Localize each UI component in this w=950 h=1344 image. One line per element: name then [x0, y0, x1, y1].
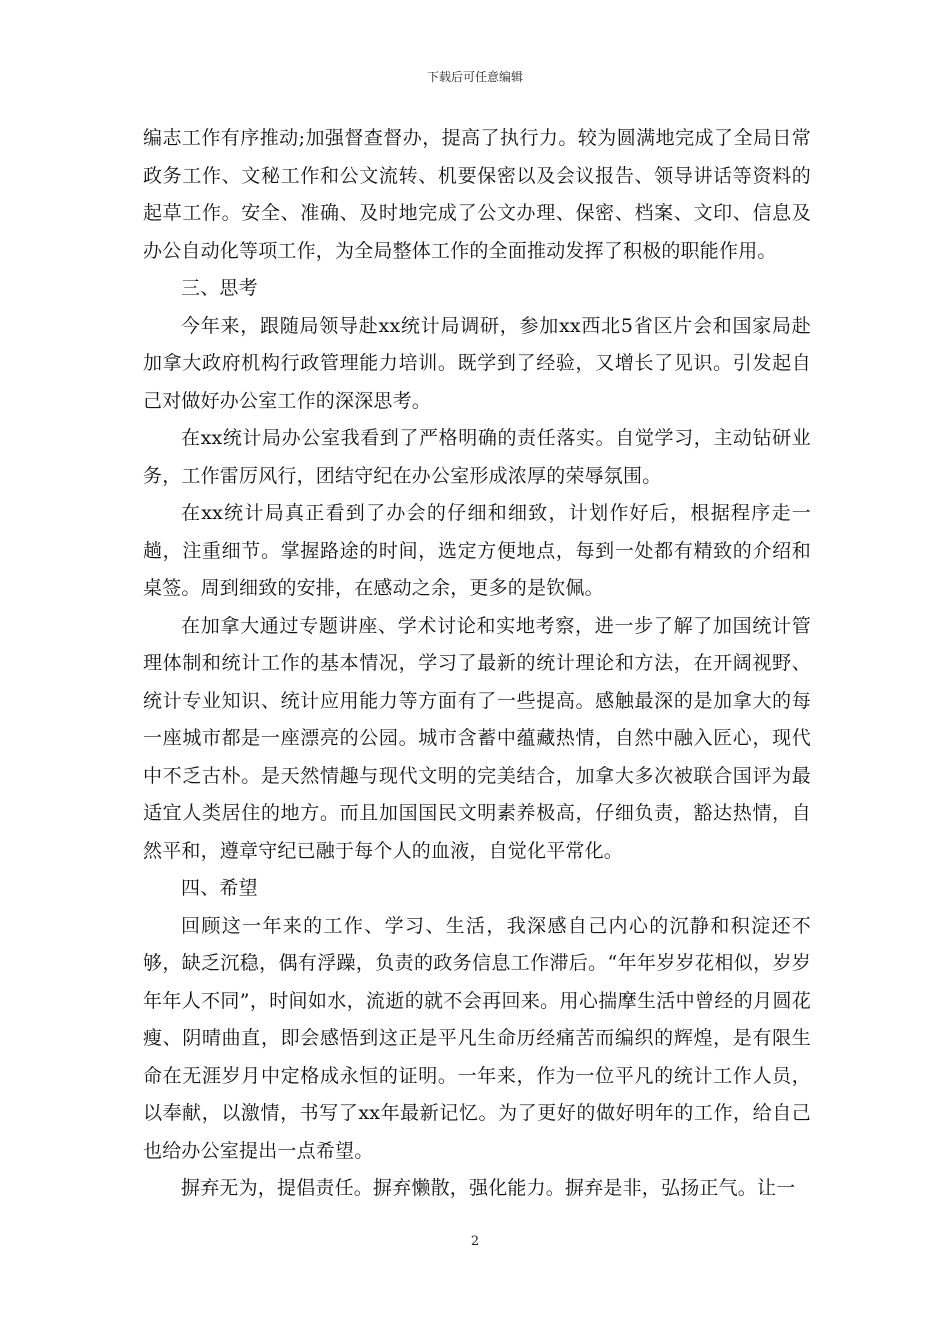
page-number: 2	[470, 1234, 480, 1249]
paragraph: 在xx统计局真正看到了办会的仔细和细致，计划作好后，根据程序走一趟，注重细节。掌握路途的时间，选定方便地点，每到一处都有精致的介绍和桌签。周到细致的安排，在感动之余，更多的是钦佩。	[143, 502, 811, 599]
paragraph: 今年来，跟随局领导赴xx统计局调研，参加xx西北5省区片会和国家局赴加拿大政府机构行政管理能力培训。既学到了经验，又增长了见识。引发起自己对做好办公室工作的深深思考。	[143, 314, 811, 412]
section-heading-hope: 四、希望	[181, 877, 258, 899]
paragraph: 在xx统计局办公室我看到了严格明确的责任落实。自觉学习，主动钻研业务，工作雷厉风行，团结守纪在办公室形成浓厚的荣辱氛围。	[143, 427, 811, 487]
document-body	[143, 120, 811, 1208]
paragraph: 在加拿大通过专题讲座、学术讨论和实地考察，进一步了解了加国统计管理体制和统计工作的基本情况，学习了最新的统计理论和方法，在开阔视野、统计专业知识、统计应用能力等方面有了一些提高。感触最深的是加拿大的每一座城市都是一座漂亮的公园。城市含蓄中蕴藏热情，自然中融入匠心，现代中不乏古朴。是天然情趣与现代文明的完美结合，加拿大多次被联合国评为最适宜人类居住的地方。而且加国国民文明素养极高，仔细负责，豁达热情，自然平和，遵章守纪已融于每个人的血液，自觉化平常化。	[143, 614, 811, 862]
paragraph-continued: 编志工作有序推动;加强督查督办，提高了执行力。较为圆满地完成了全局日常政务工作、文秘工作和公文流转、机要保密以及会议报告、领导讲话等资料的起草工作。安全、准确、及时地完成了公文办理、保密、档案、文印、信息及办公自动化等项工作，为全局整体工作的全面推动发挥了积极的职能作用。	[143, 127, 811, 262]
section-heading-reflection: 三、思考	[181, 277, 258, 299]
paragraph: 回顾这一年来的工作、学习、生活，我深感自己内心的沉静和积淀还不够，缺乏沉稳，偶有浮躁，负责的政务信息工作滞后。“年年岁岁花相似，岁岁年年人不同”，时间如水，流逝的就不会再回来。用心揣摩生活中曾经的月圆花瘦、阴晴曲直，即会感悟到这正是平凡生命历经痛苦而编织的辉煌，是有限生命在无涯岁月中定格成永恒的证明。一年来，作为一位平凡的统计工作人员，以奉献，以激情，书写了xx年最新记忆。为了更好的做好明年的工作，给自己也给办公室提出一点希望。	[143, 914, 811, 1162]
paragraph: 摒弃无为，提倡责任。摒弃懒散，强化能力。摒弃是非，弘扬正气。让一	[181, 1177, 796, 1199]
page-header: 下载后可任意编辑	[426, 70, 523, 84]
